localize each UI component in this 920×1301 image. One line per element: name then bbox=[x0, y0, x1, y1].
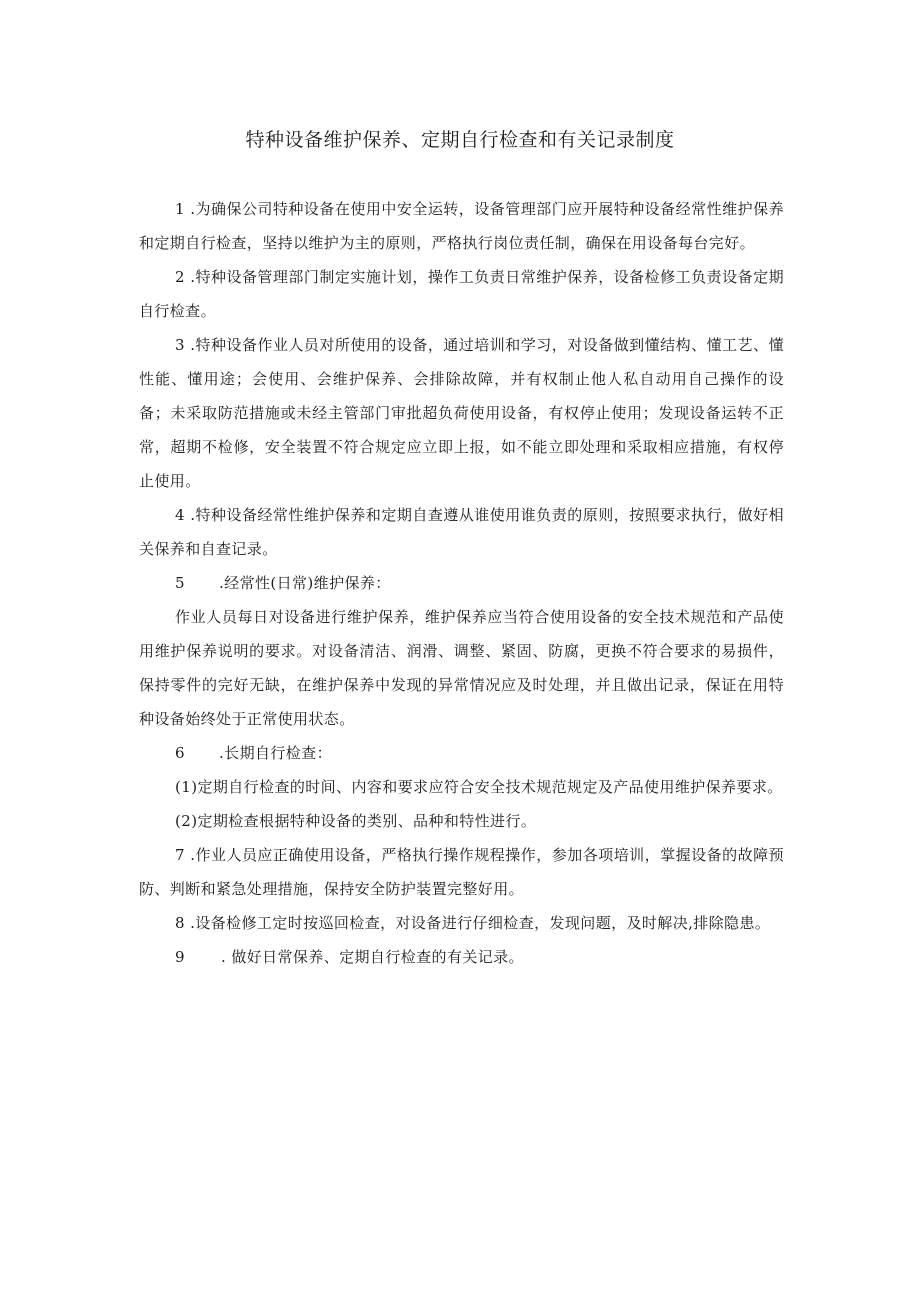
paragraph-5 bbox=[139, 566, 784, 600]
paragraph-6 bbox=[139, 736, 784, 770]
paragraph-6-sub-2 bbox=[139, 804, 784, 838]
item-number: 3 bbox=[175, 336, 185, 354]
paragraph-text: .为确保公司特种设备在使用中安全运转，设备管理部门应开展特种设备经常性维护保养和定期自行检查，坚持以维护为主的原则，严格执行岗位责任制，确保在用设备每台完好。 bbox=[139, 200, 784, 252]
paragraph-text: .作业人员应正确使用设备，严格执行操作规程操作，参加各项培训，掌握设备的故障预防、判断和紧急处理措施，保持安全防护装置完整好用。 bbox=[139, 846, 784, 898]
paragraph-2 bbox=[139, 260, 784, 328]
paragraph-text: .长期自行检查： bbox=[219, 744, 332, 762]
item-number: 1 bbox=[175, 200, 185, 218]
document-body bbox=[139, 192, 784, 974]
item-number: 2 bbox=[175, 268, 185, 286]
paragraph-text: .特种设备管理部门制定实施计划，操作工负责日常维护保养，设备检修工负责设备定期自行检查。 bbox=[139, 268, 784, 320]
paragraph-text: .特种设备作业人员对所使用的设备，通过培训和学习，对设备做到懂结构、懂工艺、懂性能、懂用途；会使用、会维护保养、会排除故障，并有权制止他人私自动用自己操作的设备；未采取防范措施或未经主管部门审批超负荷使用设备，有权停止使用；发现设备运转不正常，超期不检修，安全装置不符合规定应立即上报，如不能立即处理和采取相应措施，有权停止使用。 bbox=[139, 336, 784, 490]
paragraph-text: . 做好日常保养、定期自行检查的有关记录。 bbox=[221, 948, 524, 966]
paragraph-text: .设备检修工定时按巡回检查，对设备进行仔细检查，发现问题，及时解决,排除隐患。 bbox=[184, 914, 771, 932]
paragraph-7 bbox=[139, 838, 784, 906]
item-number: 5 bbox=[175, 574, 185, 592]
paragraph-text: (1)定期自行检查的时间、内容和要求应符合安全技术规范规定及产品使用维护保养要求。 bbox=[175, 778, 783, 796]
paragraph-9 bbox=[139, 940, 784, 974]
paragraph-text: .经常性(日常)维护保养： bbox=[219, 574, 391, 592]
paragraph-text: 作业人员每日对设备进行维护保养，维护保养应当符合使用设备的安全技术规范和产品使用维护保养说明的要求。对设备清洁、润滑、调整、紧固、防腐，更换不符合要求的易损件，保持零件的完好无缺，在维护保养中发现的异常情况应及时处理，并且做出记录，保证在用特种设备始终处于正常使用状态。 bbox=[139, 608, 784, 728]
paragraph-text: (2)定期检查根据特种设备的类别、品种和特性进行。 bbox=[175, 812, 537, 830]
paragraph-1 bbox=[139, 192, 784, 260]
item-number: 7 bbox=[175, 846, 185, 864]
item-number: 9 bbox=[175, 948, 185, 966]
paragraph-6-sub-1 bbox=[139, 770, 784, 804]
item-number: 4 bbox=[175, 506, 185, 524]
paragraph-8 bbox=[139, 906, 784, 940]
paragraph-3 bbox=[139, 328, 784, 498]
paragraph-5-body bbox=[139, 600, 784, 736]
paragraph-text: .特种设备经常性维护保养和定期自查遵从谁使用谁负责的原则，按照要求执行，做好相关保养和自查记录。 bbox=[139, 506, 784, 558]
document-title: 特种设备维护保养、定期自行检查和有关记录制度 bbox=[245, 129, 675, 151]
paragraph-4 bbox=[139, 498, 784, 566]
item-number: 6 bbox=[175, 744, 185, 762]
item-number: 8 bbox=[175, 914, 185, 932]
